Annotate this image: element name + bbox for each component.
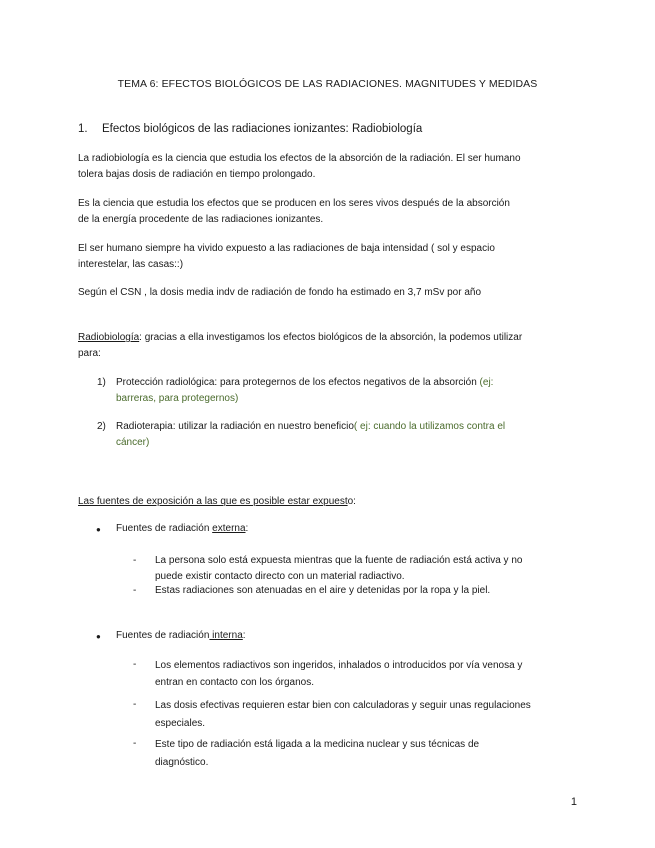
bullet-label-underlined: interna xyxy=(209,630,243,641)
bullet-label: Fuentes de radiación xyxy=(116,523,213,534)
paragraph-line: La radiobiología es la ciencia que estudia los efectos de la absorción de la radiación. El ser humano xyxy=(78,153,521,164)
section-number: 1. xyxy=(78,123,88,135)
dash-icon: - xyxy=(133,585,137,596)
paragraph-line: tolera bajas dosis de radiación en tiempo prolongado. xyxy=(78,169,316,180)
externa-item-2 xyxy=(155,583,490,599)
page-number: 1 xyxy=(570,796,577,808)
bullet-label: Fuentes de radiación xyxy=(116,630,210,641)
externa-item-1 xyxy=(155,553,522,585)
paragraph-line: para: xyxy=(78,348,101,359)
numbered-item-text: Protección radiológica: para protegernos de los efectos negativos de la absorción xyxy=(116,377,477,388)
list-line: Este tipo de radiación está ligada a la medicina nuclear y sus técnicas de xyxy=(155,739,480,750)
numbered-item-number: 2) xyxy=(97,421,106,432)
numbered-item-2 xyxy=(116,419,505,451)
paragraph-3 xyxy=(78,241,495,273)
dash-icon: - xyxy=(133,738,137,749)
numbered-item-1 xyxy=(116,375,493,407)
paragraph-line: Según el CSN , la dosis media indv de radiación de fondo ha estimado en 3,7 mSv por año xyxy=(78,287,482,298)
example-text: (ej: xyxy=(476,377,494,388)
dash-icon: - xyxy=(133,659,137,670)
bullet-externa xyxy=(116,521,248,537)
list-line: Las dosis efectivas requieren estar bien con calculadoras y seguir unas regulaciones xyxy=(155,700,531,711)
numbered-item-number: 1) xyxy=(97,377,106,388)
paragraph-1 xyxy=(78,151,521,183)
dash-icon: - xyxy=(133,699,137,710)
bullet-interna xyxy=(116,628,246,644)
radiobiologia-paragraph xyxy=(78,330,522,362)
bullet-icon: ● xyxy=(96,525,101,534)
dash-icon: - xyxy=(133,555,137,566)
list-line: Los elementos radiactivos son ingeridos, inhalados o introducidos por vía venosa y xyxy=(155,660,523,671)
fuentes-heading xyxy=(78,494,356,510)
example-text: ( ej: cuando la utilizamos contra el xyxy=(353,421,506,432)
interna-item-1 xyxy=(155,657,522,691)
list-line: diagnóstico. xyxy=(155,757,209,768)
bullet-icon: ● xyxy=(96,632,101,641)
fuentes-heading-underlined: Las fuentes de exposición a las que es posible estar expuest xyxy=(78,496,348,507)
list-line: puede existir contacto directo con un material radiactivo. xyxy=(155,571,405,582)
paragraph-line: de la energía procedente de las radiaciones ionizantes. xyxy=(78,214,324,225)
bullet-label-underlined: externa xyxy=(212,523,246,534)
paragraph-line: El ser humano siempre ha vivido expuesto a las radiaciones de baja intensidad ( sol y espacio xyxy=(78,243,495,254)
radiobiologia-term: Radiobiología xyxy=(78,332,140,343)
fuentes-heading-end: o: xyxy=(347,496,356,507)
interna-item-2 xyxy=(155,697,531,733)
example-text: barreras, para protegernos) xyxy=(116,393,239,404)
section-heading xyxy=(78,123,422,135)
paragraph-line xyxy=(78,330,522,346)
numbered-item-text: Radioterapia: utilizar la radiación en nuestro beneficio xyxy=(116,421,354,432)
paragraph-line: interestelar, las casas::) xyxy=(78,259,184,270)
list-line: entran en contacto con los órganos. xyxy=(155,677,314,688)
paragraph-2 xyxy=(78,196,510,228)
interna-item-3 xyxy=(155,736,479,772)
list-line: Estas radiaciones son atenuadas en el aire y detenidas por la ropa y la piel. xyxy=(155,585,491,596)
page-title: TEMA 6: EFECTOS BIOLÓGICOS DE LAS RADIACIONES. MAGNITUDES Y MEDIDAS xyxy=(117,78,538,90)
bullet-label-end: : xyxy=(242,630,246,641)
radiobiologia-text: : gracias a ella investigamos los efectos biológicos de la absorción, la podemos utilizar xyxy=(139,332,523,343)
example-text: cáncer) xyxy=(116,437,150,448)
bullet-label-end: : xyxy=(245,523,249,534)
list-line: especiales. xyxy=(155,718,206,729)
section-heading-text: Efectos biológicos de las radiaciones ionizantes: Radiobiología xyxy=(102,123,423,135)
paragraph-line: Es la ciencia que estudia los efectos que se producen en los seres vivos después de la absorción xyxy=(78,198,510,209)
list-line: La persona solo está expuesta mientras que la fuente de radiación está activa y no xyxy=(155,555,523,566)
paragraph-4 xyxy=(78,285,481,301)
